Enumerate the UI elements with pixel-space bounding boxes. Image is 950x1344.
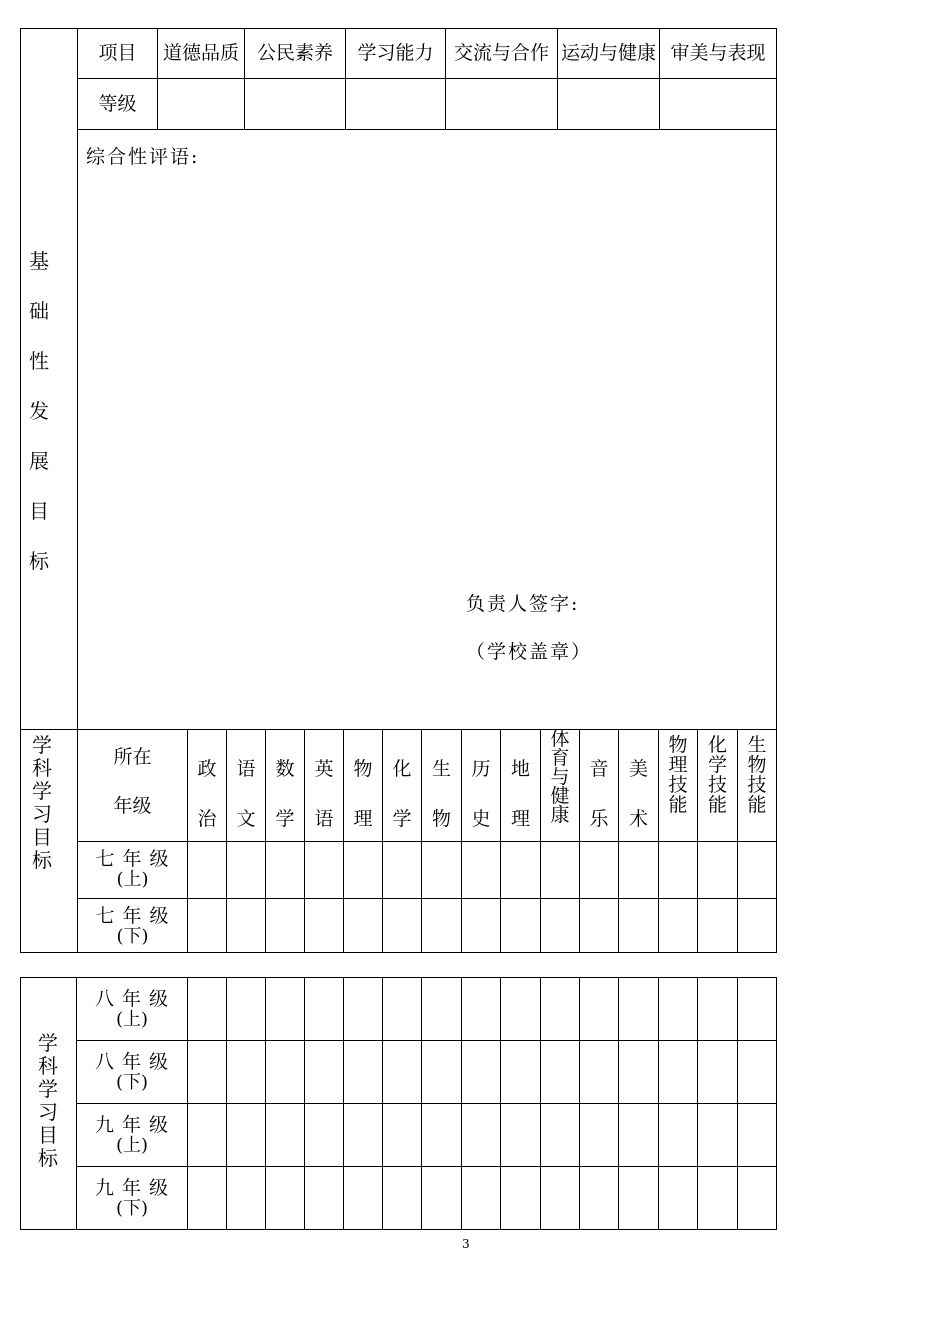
subject-header-13: 化 学 技 能: [707, 734, 727, 816]
subject-side-title-1: 学 科 学 习 目 标: [32, 733, 52, 872]
grade-row-label: [77, 1104, 187, 1166]
grade-name: 八 年 级: [94, 1050, 170, 1073]
page-number: 3: [462, 1237, 470, 1251]
corner-bottom-label: 年级: [113, 794, 152, 817]
subject-header-12: 物 理 技 能: [668, 734, 688, 816]
school-stamp-label: （学校盖章）: [466, 641, 593, 663]
subject-header-6: 生 物: [431, 758, 451, 830]
grade-name: 七 年 级: [95, 905, 170, 928]
subject-header-2: 数 学: [275, 758, 295, 830]
subject-header-9: 体 育 与 健 康: [550, 728, 570, 826]
grade-name: 九 年 级: [94, 1176, 170, 1199]
header-citizen: 公民素养: [256, 42, 333, 64]
grade-row-label: [77, 1167, 187, 1229]
grade-term: (下): [115, 1071, 149, 1093]
corner-top-label: 所在: [113, 745, 152, 768]
grade-row-label: [78, 842, 187, 897]
header-learning: 学习能力: [357, 42, 434, 64]
subject-header-11: 美 术: [628, 758, 648, 830]
header-sport: 运动与健康: [560, 42, 656, 64]
subject-header-5: 化 学: [392, 758, 412, 830]
grade-term: (上): [115, 1134, 149, 1156]
subject-header-8: 地 理: [510, 758, 530, 830]
subject-header-0: 政 治: [197, 758, 217, 830]
header-moral: 道德品质: [162, 42, 239, 64]
grade-term: (下): [116, 926, 149, 948]
grade-row-label: [78, 899, 187, 954]
header-aesthetic: 审美与表现: [670, 42, 766, 64]
grade-term: (上): [116, 869, 149, 891]
grade-term: (下): [115, 1197, 149, 1219]
grade-row-label: [77, 978, 187, 1040]
comment-label: 综合性评语:: [86, 146, 200, 168]
header-communication: 交流与合作: [453, 42, 549, 64]
subject-header-4: 物 理: [353, 758, 373, 830]
grade-name: 七 年 级: [95, 848, 170, 871]
header-item: 项目: [98, 42, 137, 64]
subject-header-7: 历 史: [471, 758, 491, 830]
subject-header-1: 语 文: [236, 758, 256, 830]
subject-side-title-2: 学 科 学 习 目 标: [38, 1031, 58, 1170]
grade-name: 八 年 级: [94, 987, 170, 1010]
subject-header-14: 生 物 技 能: [747, 734, 767, 816]
grade-name: 九 年 级: [94, 1113, 170, 1136]
grade-row-label: [77, 1041, 187, 1103]
subject-header-10: 音 乐: [589, 758, 609, 830]
basic-development-side-title: 基 础 性 发 展 目 标: [29, 249, 49, 573]
grade-label: 等级: [98, 92, 137, 115]
signature-label: 负责人签字:: [466, 593, 580, 615]
subject-header-3: 英 语: [314, 758, 334, 830]
grade-term: (上): [115, 1008, 149, 1030]
